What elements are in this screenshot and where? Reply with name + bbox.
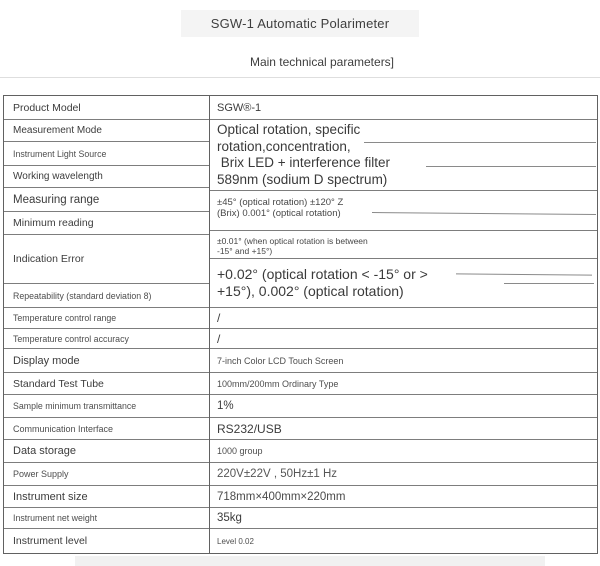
- spec-label-measurement-mode: [4, 120, 209, 142]
- spec-value-instrument-size: [210, 486, 597, 508]
- spec-label-standard-test-tube: [4, 373, 209, 395]
- label-text: Instrument Light Source: [13, 148, 107, 159]
- value-line: (Brix) 0.001° (optical rotation): [217, 208, 341, 219]
- value-line: rotation,concentration,: [217, 138, 351, 154]
- label-text: Product Model: [13, 101, 81, 114]
- value-line: -15° and +15°): [217, 246, 273, 256]
- spec-table-left-column: [4, 96, 209, 553]
- spec-label-instrument-size: [4, 486, 209, 508]
- spec-label-measuring-range: [4, 188, 209, 212]
- label-text: Instrument size: [13, 490, 88, 503]
- label-text: Repeatability (standard deviation 8): [13, 290, 152, 301]
- value-text: 1000 group: [217, 446, 263, 456]
- value-text: 100mm/200mm Ordinary Type: [217, 378, 339, 389]
- page-title: SGW-1 Automatic Polarimeter: [181, 10, 420, 37]
- value-text: 220V±22V , 50Hz±1 Hz: [217, 468, 338, 480]
- spec-value-temp-control-range: [210, 308, 597, 329]
- spec-label-minimum-reading: [4, 212, 209, 235]
- page-subtitle: Main technical parameters]: [249, 55, 395, 69]
- value-line: Brix LED + interference filter: [217, 155, 390, 170]
- table-line-fragment: [364, 142, 596, 143]
- label-text: Minimum reading: [13, 217, 94, 229]
- spec-label-instrument-net-weight: [4, 508, 209, 529]
- spec-value-measuring-range-block: [210, 191, 597, 231]
- spec-label-repeatability: [4, 284, 209, 308]
- label-text: Indication Error: [13, 253, 85, 265]
- value-line: +15°), 0.002° (optical rotation): [217, 282, 404, 299]
- spec-label-working-wavelength: [4, 166, 209, 188]
- value-line: ±0.01° (when optical rotation is between: [217, 236, 368, 246]
- value-text: /: [217, 311, 221, 325]
- value-text: SGW®-1: [217, 101, 262, 114]
- spec-value-product-model: [210, 96, 597, 120]
- spec-value-communication-interface: [210, 418, 597, 440]
- label-text: Temperature control accuracy: [13, 333, 129, 344]
- label-text: Data storage: [13, 445, 76, 457]
- spec-value-indication-error-block: [210, 231, 597, 259]
- label-text: Display mode: [13, 354, 80, 367]
- value-line: +0.02° (optical rotation < -15° or >: [217, 266, 428, 282]
- bottom-strip: [75, 556, 545, 566]
- spec-value-temp-control-accuracy: [210, 329, 597, 349]
- value-line: ±45° (optical rotation) ±120° Z: [217, 197, 344, 208]
- label-text: Instrument level: [13, 535, 88, 547]
- value-text: RS232/USB: [217, 421, 282, 436]
- title-row: [0, 10, 600, 37]
- label-text: Measuring range: [13, 193, 100, 206]
- value-line: 589nm (sodium D spectrum): [217, 171, 388, 187]
- spec-label-data-storage: [4, 440, 209, 463]
- spec-value-standard-test-tube: [210, 373, 597, 395]
- spec-value-power-supply: [210, 463, 597, 486]
- spec-label-instrument-level: [4, 529, 209, 553]
- value-text: 7-inch Color LCD Touch Screen: [217, 355, 344, 366]
- spec-value-sample-min-transmittance: [210, 395, 597, 418]
- value-text: 718mm×400mm×220mm: [217, 490, 346, 503]
- spec-label-indication-error: [4, 235, 209, 284]
- table-line-fragment: [504, 283, 594, 284]
- spec-label-light-source: [4, 142, 209, 166]
- table-line-fragment: [426, 166, 596, 167]
- spec-value-display-mode: [210, 349, 597, 373]
- spec-value-measurement-block: [210, 120, 597, 191]
- value-text: 35kg: [217, 512, 242, 524]
- spec-label-communication-interface: [4, 418, 209, 440]
- spec-label-product-model: [4, 96, 209, 120]
- value-text: Level 0.02: [217, 536, 254, 546]
- spec-label-display-mode: [4, 349, 209, 373]
- value-line: Optical rotation, specific: [217, 122, 361, 137]
- value-text: 1%: [217, 400, 234, 412]
- label-text: Standard Test Tube: [13, 377, 104, 390]
- label-text: Measurement Mode: [13, 125, 102, 136]
- spec-value-data-storage: [210, 440, 597, 463]
- spec-value-instrument-net-weight: [210, 508, 597, 529]
- spec-label-temp-control-range: [4, 308, 209, 329]
- spec-label-sample-min-transmittance: [4, 395, 209, 418]
- label-text: Power Supply: [13, 469, 69, 479]
- spec-table-right-column: [209, 96, 597, 553]
- value-text: /: [217, 331, 221, 346]
- label-text: Communication Interface: [13, 423, 114, 434]
- spec-table: [3, 95, 598, 554]
- label-text: Sample minimum transmittance: [13, 401, 137, 411]
- spec-value-instrument-level: [210, 529, 597, 553]
- subtitle-row: [0, 53, 600, 71]
- content-divider: [0, 77, 600, 78]
- label-text: Working wavelength: [13, 171, 103, 182]
- label-text: Instrument net weight: [13, 513, 98, 523]
- label-text: Temperature control range: [13, 313, 117, 323]
- spec-label-power-supply: [4, 463, 209, 486]
- spec-label-temp-control-accuracy: [4, 329, 209, 349]
